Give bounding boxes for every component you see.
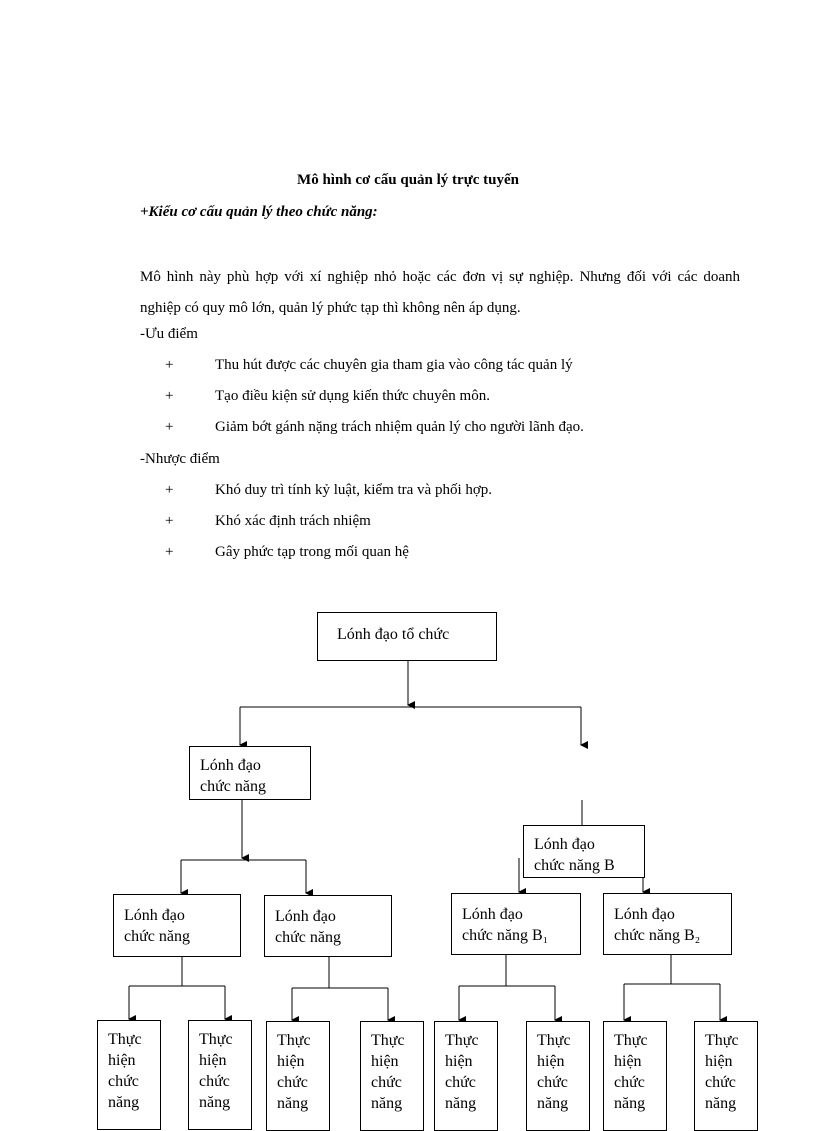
- org-box-label: Lónh đạo: [614, 906, 675, 923]
- advantages-label: -Ưu điểm: [140, 326, 198, 342]
- org-box-label: Lónh đạo tổ chức: [337, 626, 450, 643]
- leaf-label: năng: [537, 1095, 569, 1112]
- disadvantages-label: -Nhược điểm: [140, 451, 220, 467]
- bullet-symbol: +: [165, 513, 174, 529]
- bullet-symbol: +: [165, 388, 174, 404]
- leaf-label: hiện: [614, 1053, 642, 1070]
- org-box-label: Lónh đạo: [275, 908, 336, 925]
- leaf-label: chức: [371, 1074, 402, 1091]
- org-leaf-box: [360, 1021, 424, 1131]
- org-box-label: chức năng B: [534, 857, 615, 874]
- org-box-a1: [113, 894, 241, 957]
- leaf-label: hiện: [537, 1053, 565, 1070]
- section-subheading: +Kiểu cơ cấu quản lý theo chức năng:: [140, 204, 378, 220]
- org-leaf-box: [97, 1020, 161, 1130]
- org-box-label: chức năng: [275, 929, 341, 946]
- leaf-label: hiện: [199, 1052, 227, 1069]
- leaf-label: chức: [199, 1073, 230, 1090]
- disadvantage-item: Gây phức tạp trong mối quan hệ: [215, 544, 409, 560]
- bullet-symbol: +: [165, 544, 174, 560]
- leaf-label: năng: [199, 1094, 231, 1111]
- leaf-label: chức: [445, 1074, 476, 1091]
- leaf-label: Thực: [108, 1031, 142, 1048]
- leaf-label: hiện: [108, 1052, 136, 1069]
- leaf-label: chức: [277, 1074, 308, 1091]
- bullet-symbol: +: [165, 419, 174, 435]
- org-leaf-box: [526, 1021, 590, 1131]
- org-box-label: Lónh đạo: [534, 836, 595, 853]
- leaf-label: chức: [614, 1074, 645, 1091]
- org-box-a2: [264, 895, 392, 957]
- org-box-func-a: [189, 746, 311, 800]
- leaf-label: Thực: [614, 1032, 648, 1049]
- page-title: Mô hình cơ cấu quản lý trực tuyến: [297, 172, 519, 188]
- leaf-label: Thực: [277, 1032, 311, 1049]
- leaf-label: Thực: [705, 1032, 739, 1049]
- org-box-func-b: [523, 825, 645, 878]
- org-box-label: Lónh đạo: [124, 907, 185, 924]
- bullet-symbol: +: [165, 357, 174, 373]
- leaf-label: năng: [108, 1094, 140, 1111]
- leaf-label: năng: [705, 1095, 737, 1112]
- leaf-label: Thực: [445, 1032, 479, 1049]
- org-box-label: Lónh đạo: [200, 757, 261, 774]
- leaf-label: hiện: [277, 1053, 305, 1070]
- leaf-label: năng: [277, 1095, 309, 1112]
- disadvantage-item: Khó xác định trách nhiệm: [215, 513, 371, 529]
- org-leaf-box: [603, 1021, 667, 1131]
- bullet-symbol: +: [165, 482, 174, 498]
- leaf-label: hiện: [445, 1053, 473, 1070]
- advantage-item: Tạo điều kiện sử dụng kiến thức chuyên môn.: [215, 388, 490, 404]
- leaf-label: hiện: [371, 1053, 399, 1070]
- org-box-label: chức năng: [200, 778, 266, 795]
- org-leaf-box: [188, 1020, 252, 1130]
- leaf-label: chức: [705, 1074, 736, 1091]
- org-box-b1: [451, 893, 581, 955]
- intro-paragraph: Mô hình này phù hợp với xí nghiệp nhỏ hoặc các đơn vị sự nghiệp. Nhưng đối với các doanh nghiệp có quy mô lớn, quản lý phức tạp thì không nên áp dụng.: [140, 269, 740, 316]
- leaf-label: hiện: [705, 1053, 733, 1070]
- org-box-label: chức năng: [124, 928, 190, 945]
- org-leaf-box: [694, 1021, 758, 1131]
- leaf-label: chức: [537, 1074, 568, 1091]
- org-box-b2: [603, 893, 732, 955]
- org-box-label: chức năng B₁: [462, 927, 549, 944]
- org-box-label: chức năng B₂: [614, 927, 701, 944]
- leaf-label: Thực: [371, 1032, 405, 1049]
- leaf-label: năng: [445, 1095, 477, 1112]
- org-box-root: [317, 612, 497, 661]
- leaf-label: năng: [371, 1095, 403, 1112]
- advantage-item: Giảm bớt gánh nặng trách nhiệm quản lý cho người lãnh đạo.: [215, 419, 584, 435]
- leaf-label: chức: [108, 1073, 139, 1090]
- leaf-label: Thực: [199, 1031, 233, 1048]
- advantage-item: Thu hút được các chuyên gia tham gia vào công tác quản lý: [215, 357, 573, 373]
- disadvantage-item: Khó duy trì tính kỷ luật, kiểm tra và phối hợp.: [215, 482, 493, 498]
- leaf-label: Thực: [537, 1032, 571, 1049]
- org-box-label: Lónh đạo: [462, 906, 523, 923]
- org-leaf-box: [434, 1021, 498, 1131]
- leaf-label: năng: [614, 1095, 646, 1112]
- org-leaf-box: [266, 1021, 330, 1131]
